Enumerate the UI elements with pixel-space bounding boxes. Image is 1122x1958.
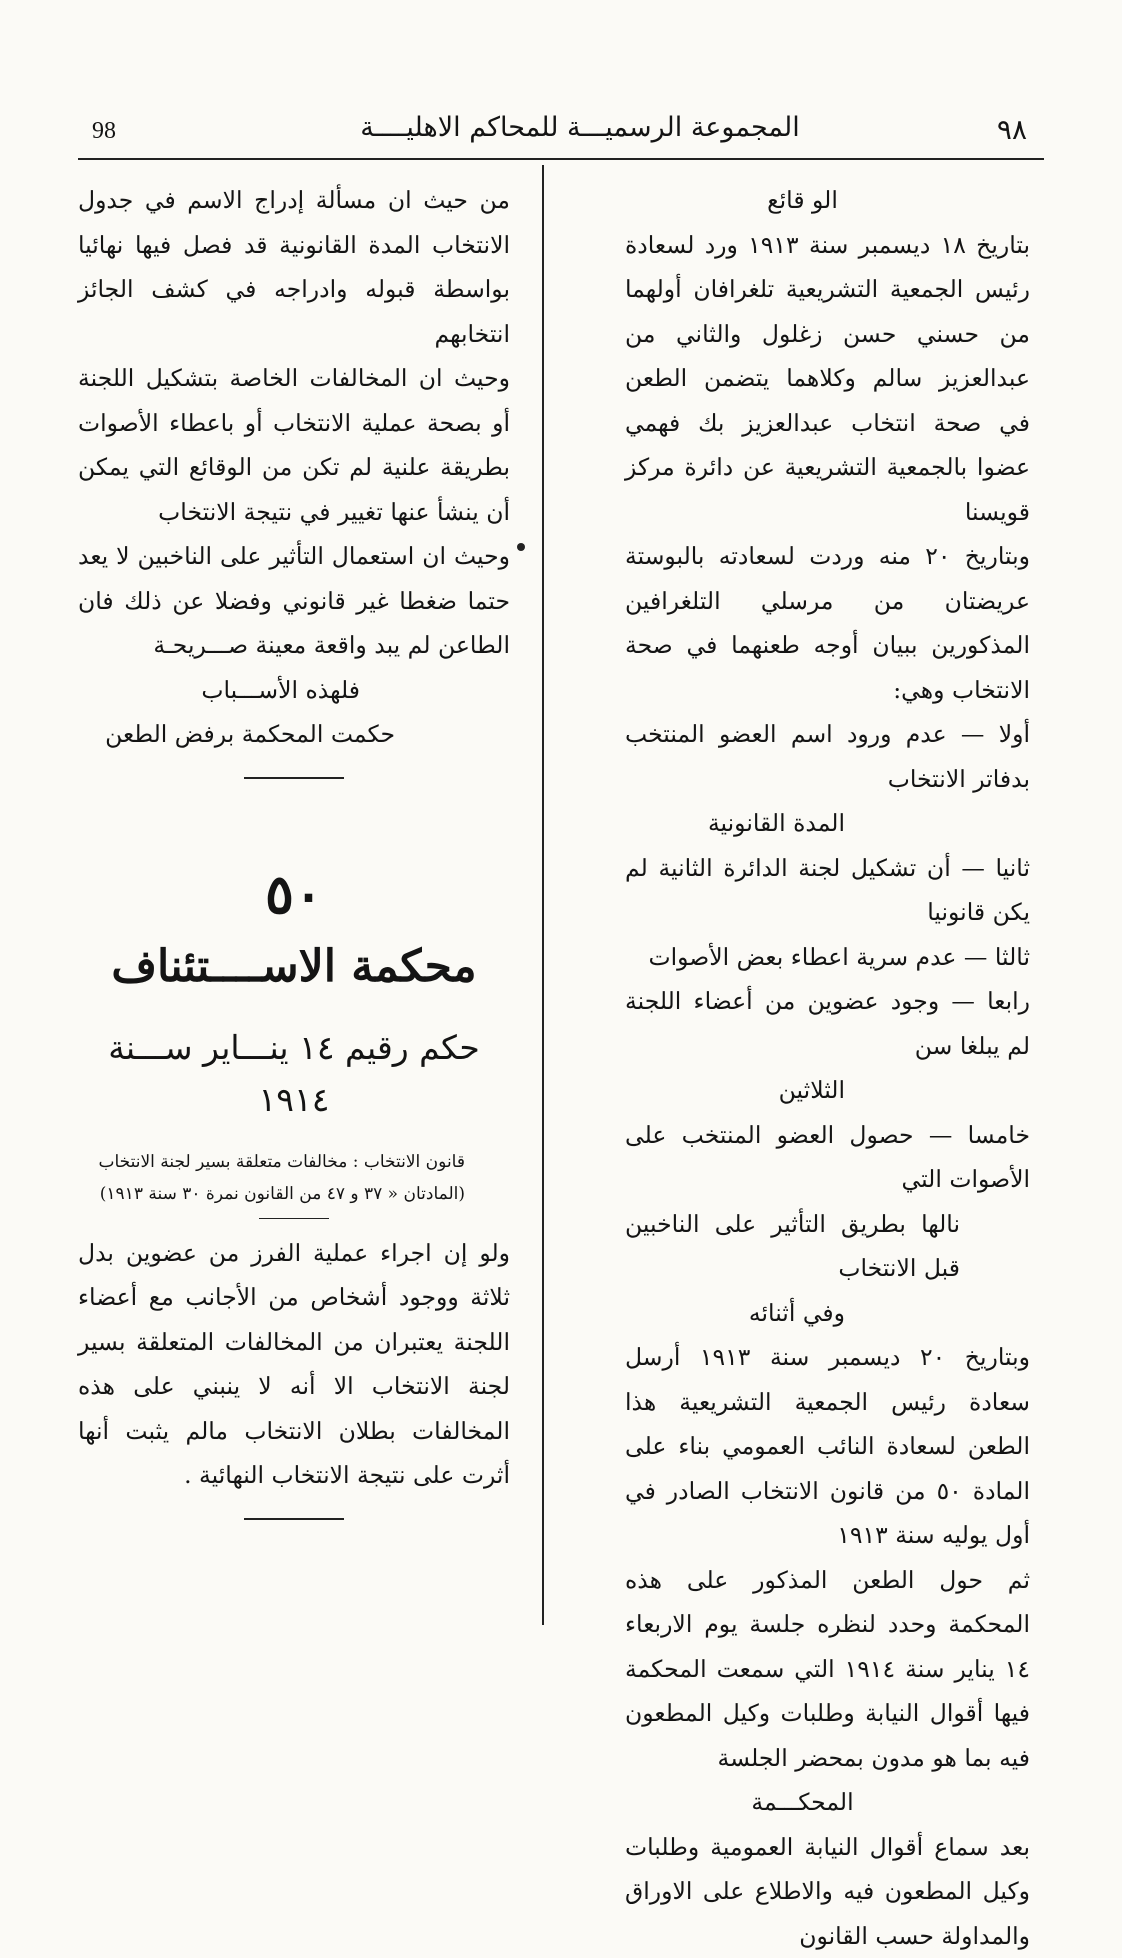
legal-principle: ولو إن اجراء عملية الفرز من عضوين بدل ثلاثة ووجود أشخاص من الأجانب مع أعضاء اللجنة يعتبران من المخالفات المتعلقة بسير لجنة الانتخاب الا أنه لا ينبني على هذه المخالفات بطلان الانتخاب مالم يثبت أنها أثرت على نتيجة الانتخاب النهائية . <box>78 1231 510 1498</box>
list-item: رابعا — وجود عضوين من أعضاء اللجنة لم يبلغا سن <box>625 979 1030 1068</box>
paragraph: ثم حول الطعن المذكور على هذه المحكمة وحدد لنظره جلسة يوم الاربعاء ١٤ يناير سنة ١٩١٤ التي سمعت المحكمة فيها أقوال النيابة وطلبات وكيل المطعون فيه بما هو مدون بمحضر الجلسة <box>625 1558 1030 1781</box>
paragraph: وبتاريخ ٢٠ ديسمبر سنة ١٩١٣ أرسل سعادة رئيس الجمعية التشريعية هذا الطعن لسعادة النائب العمومي بناء على المادة ٥٠ من قانون الانتخاب الصادر في أول يوليه سنة ١٩١٣ <box>625 1335 1030 1558</box>
court-name: محكمة الاســــتئناف <box>78 937 510 997</box>
end-rule <box>244 1518 344 1520</box>
column-divider <box>542 165 544 1625</box>
left-column <box>78 178 510 1520</box>
list-item-continuation: المدة القانونية <box>625 801 1030 846</box>
list-item-continuation: الثلاثين <box>625 1068 1030 1113</box>
page-number-arabic: ٩٨ <box>997 113 1027 146</box>
running-title: المجموعة الرسميـــة للمحاكم الاهليــــة <box>300 112 860 143</box>
list-item-continuation: وفي أثنائه <box>625 1291 1030 1336</box>
header-rule <box>78 158 1044 160</box>
paragraph: وبتاريخ ٢٠ منه وردت لسعادته بالبوستة عريضتان من مرسلي التلغرافين المذكورين ببيان أوجه طعنهما في صحة الانتخاب وهي: <box>625 534 1030 712</box>
case-number: ٥٠ <box>78 859 510 929</box>
paragraph: من حيث ان مسألة إدراج الاسم في جدول الانتخاب المدة القانونية قد فصل فيها نهائيا بواسطة قبوله وادراجه في كشف الجائز انتخابهم <box>78 178 510 356</box>
list-item-continuation: نالها بطريق التأثير على الناخبين قبل الانتخاب <box>625 1202 1030 1291</box>
list-item: ثانيا — أن تشكيل لجنة الدائرة الثانية لم يكن قانونيا <box>625 846 1030 935</box>
paragraph: بعد سماع أقوال النيابة العمومية وطلبات وكيل المطعون فيه والاطلاع على الاوراق والمداولة حسب القانون <box>625 1825 1030 1958</box>
list-item: أولا — عدم ورود اسم العضو المنتخب بدفاتر الانتخاب <box>625 712 1030 801</box>
list-item: ثالثا — عدم سرية اعطاء بعض الأصوات <box>625 935 1030 980</box>
page-number-latin: 98 <box>92 118 116 145</box>
case-summary <box>78 1146 510 1210</box>
reasons-heading: فلهذه الأســـباب <box>78 668 510 713</box>
verdict: حكمت المحكمة برفض الطعن <box>78 712 510 757</box>
paragraph: وحيث ان المخالفات الخاصة بتشكيل اللجنة أو بصحة عملية الانتخاب أو باعطاء الأصوات بطريقة علنية لم تكن من الوقائع التي يمكن أن ينشأ عنها تغيير في نتيجة الانتخاب <box>78 356 510 534</box>
summary-line: قانون الانتخاب : مخالفات متعلقة بسير لجنة الانتخاب <box>78 1146 465 1178</box>
right-column <box>625 178 1030 1958</box>
summary-line: (المادتان « ٣٧ و ٤٧ من القانون نمرة ٣٠ سنة ١٩١٣) <box>78 1178 465 1210</box>
paragraph: وحيث ان استعمال التأثير على الناخبين لا يعد حتما ضغطا غير قانوني وفضلا عن ذلك فان الطاعن لم يبد واقعة معينة صـــريحـة <box>78 534 510 668</box>
court-heading: المحكـــمة <box>625 1780 1030 1825</box>
ruling-date: حكم رقيم ١٤ ينـــاير ســـنة ١٩١٤ <box>78 1022 510 1126</box>
section-rule <box>244 777 344 779</box>
summary-rule <box>259 1218 329 1219</box>
paragraph: بتاريخ ١٨ ديسمبر سنة ١٩١٣ ورد لسعادة رئيس الجمعية التشريعية تلغرافان أولهما من حسني حسن زغلول والثاني من عبدالعزيز سالم وكلاهما يتضمن الطعن في صحة انتخاب عبدالعزيز بك فهمي عضوا بالجمعية التشريعية عن دائرة مركز قويسنا <box>625 223 1030 535</box>
facts-heading: الو قائع <box>625 178 1030 223</box>
margin-dot <box>517 543 525 551</box>
list-item: خامسا — حصول العضو المنتخب على الأصوات التي <box>625 1113 1030 1202</box>
